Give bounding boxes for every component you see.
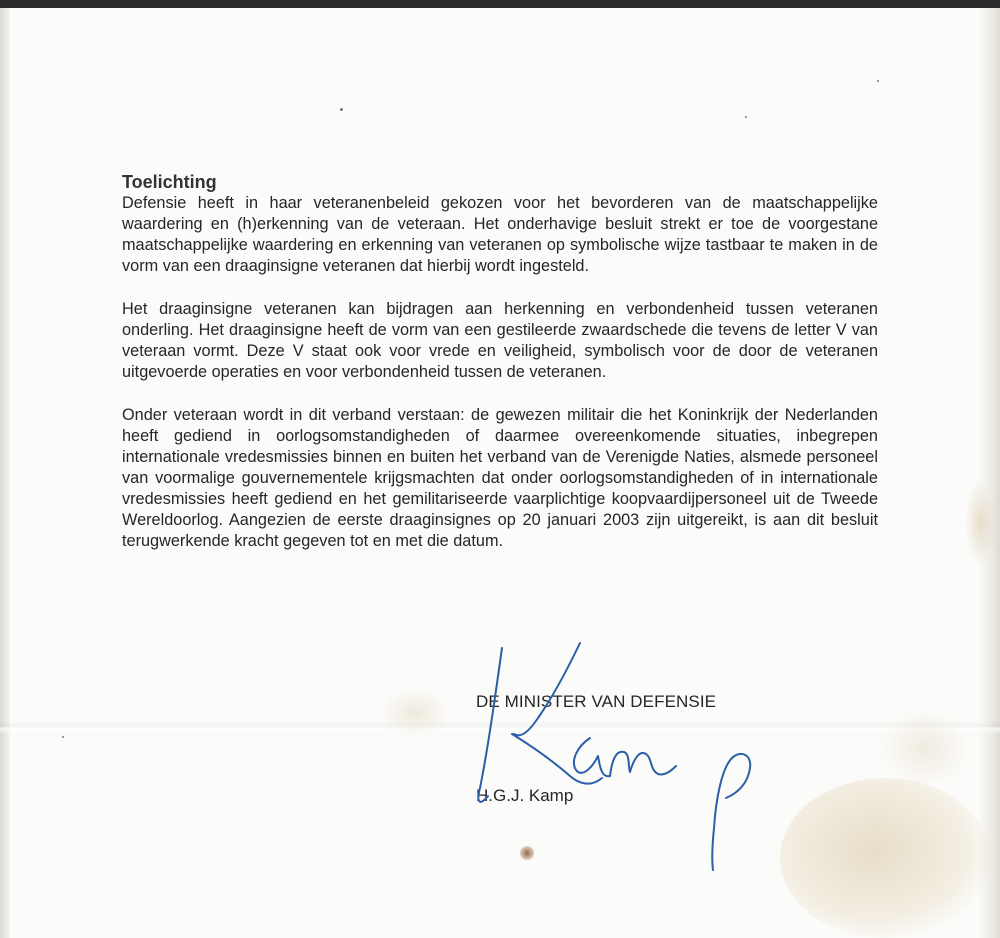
dust-speck bbox=[62, 736, 64, 738]
signer-name: H.G.J. Kamp bbox=[476, 786, 574, 805]
document-page bbox=[0, 8, 1000, 938]
minister-title: DE MINISTER VAN DEFENSIE bbox=[476, 692, 717, 711]
letter-body bbox=[122, 171, 878, 574]
paragraph-1: Defensie heeft in haar veteranenbeleid gekozen voor het bevorderen van de maatschappelijke waardering en (h)erkenning van de veteraan. Het onderhavige besluit strekt er toe de voorgestane maatschappelijke waardering en erkenning van veteranen op symbolische wijze tastbaar te maken in de vorm van een draaginsigne veteranen dat hierbij wordt ingesteld. bbox=[122, 194, 878, 275]
page-edge-left bbox=[0, 8, 10, 938]
handwritten-signature bbox=[440, 638, 780, 888]
coffee-stain bbox=[880, 708, 970, 788]
coffee-stain bbox=[965, 478, 995, 568]
letter-heading: Toelichting bbox=[122, 172, 217, 192]
dust-speck bbox=[877, 80, 879, 82]
dust-speck bbox=[745, 116, 747, 118]
coffee-stain bbox=[780, 778, 990, 938]
dust-speck bbox=[340, 108, 343, 111]
paragraph-3: Onder veteraan wordt in dit verband verstaan: de gewezen militair die het Koninkrijk der Nederlanden heeft gediend in oorlogsomstandigheden of daarmee overeenkomende situaties, inbegrepen internationale vredesmissies binnen en buiten het verband van de Verenigde Naties, alsmede personeel van voormalige gouvernementele krijgsmachten dat onder oorlogsomstandigheden of in internationale vredesmissies heeft gediend en het gemilitariseerde vaarplichtige koopvaardijpersoneel uit de Tweede Wereldoorlog. Aangezien de eerste draaginsignes op 20 januari 2003 zijn uitgereikt, is aan dit besluit terugwerkende kracht gegeven tot en met die datum. bbox=[122, 406, 878, 550]
paragraph-2: Het draaginsigne veteranen kan bijdragen aan herkenning en verbondenheid tussen veteranen onderling. Het draaginsigne heeft de vorm van een gestileerde zwaardschede die tevens de letter V van veteraan vormt. Deze V staat ook voor vrede en veiligheid, symbolisch voor de door de veteranen uitgevoerde operaties en voor verbondenheid tussen de veteranen. bbox=[122, 300, 878, 381]
page-edge-right bbox=[978, 8, 1000, 938]
